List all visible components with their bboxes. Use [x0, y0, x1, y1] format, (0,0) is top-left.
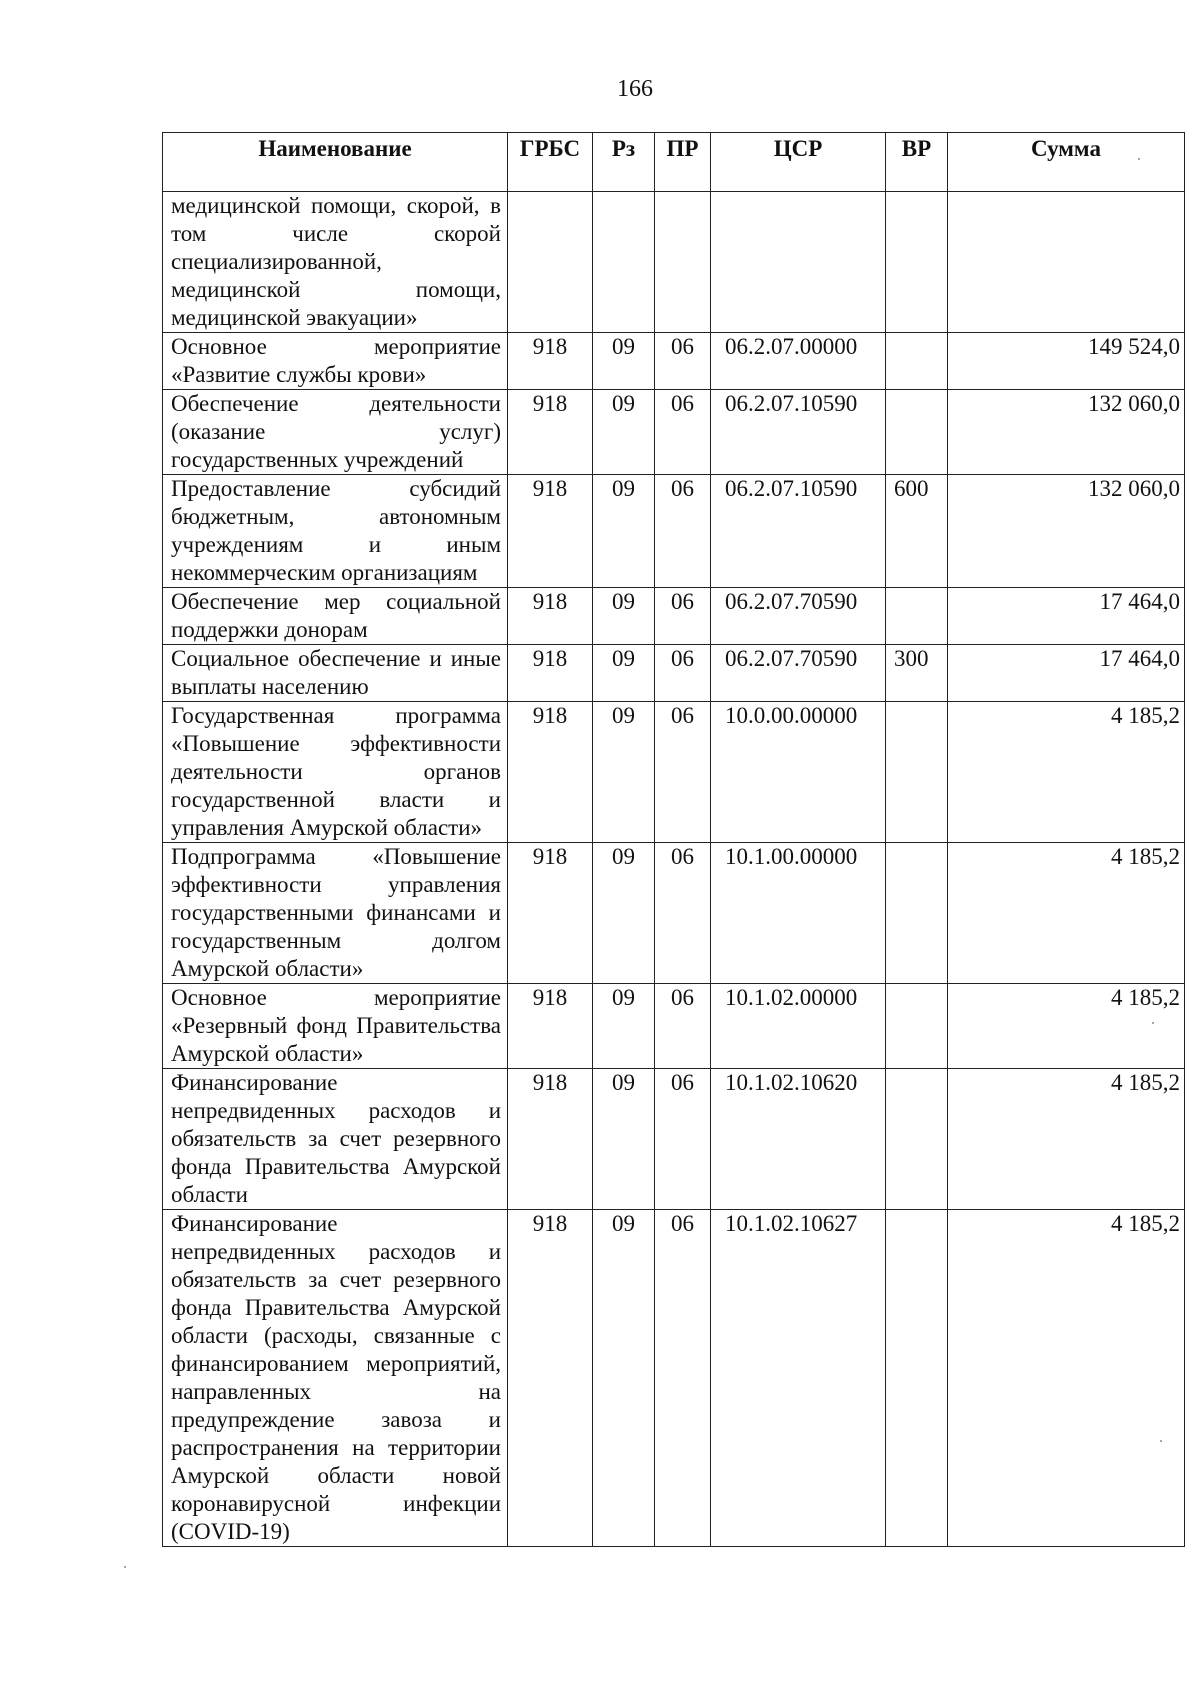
table-row	[163, 588, 1185, 645]
cell-csr	[711, 192, 886, 333]
table-row	[163, 1069, 1185, 1210]
cell-sum: 4 185,2	[948, 984, 1185, 1069]
cell-pr: 06	[655, 1210, 711, 1547]
table-row	[163, 333, 1185, 390]
cell-sum: 132 060,0	[948, 475, 1185, 588]
cell-name: Основное мероприятие «Развитие службы крови»	[163, 333, 508, 390]
cell-sum: 4 185,2	[948, 702, 1185, 843]
cell-grbs: 918	[508, 843, 593, 984]
header-sum: Сумма	[948, 133, 1185, 192]
table-row	[163, 192, 1185, 333]
cell-sum: 132 060,0	[948, 390, 1185, 475]
cell-rz: 09	[593, 588, 655, 645]
cell-csr: 06.2.07.70590	[711, 588, 886, 645]
cell-grbs: 918	[508, 475, 593, 588]
cell-pr: 06	[655, 984, 711, 1069]
table-row	[163, 390, 1185, 475]
cell-grbs: 918	[508, 645, 593, 702]
scan-speck	[124, 1566, 126, 1568]
cell-name: Обеспечение деятельности (оказание услуг) государственных учреждений	[163, 390, 508, 475]
cell-name: Социальное обеспечение и иные выплаты населению	[163, 645, 508, 702]
cell-pr: 06	[655, 390, 711, 475]
cell-rz: 09	[593, 475, 655, 588]
cell-name: Подпрограмма «Повышение эффективности управления государственными финансами и государственным долгом Амурской области»	[163, 843, 508, 984]
cell-vr	[886, 588, 948, 645]
header-name: Наименование	[163, 133, 508, 192]
cell-vr	[886, 702, 948, 843]
cell-rz: 09	[593, 1069, 655, 1210]
cell-pr: 06	[655, 588, 711, 645]
cell-grbs: 918	[508, 984, 593, 1069]
scan-speck	[1152, 1022, 1154, 1024]
cell-name: Основное мероприятие «Резервный фонд Правительства Амурской области»	[163, 984, 508, 1069]
scan-speck	[1160, 1440, 1162, 1442]
cell-rz: 09	[593, 984, 655, 1069]
table-row	[163, 984, 1185, 1069]
cell-csr: 10.1.02.10627	[711, 1210, 886, 1547]
budget-table	[162, 132, 1185, 1547]
cell-csr: 06.2.07.70590	[711, 645, 886, 702]
cell-vr: 300	[886, 645, 948, 702]
cell-rz: 09	[593, 702, 655, 843]
table-row	[163, 475, 1185, 588]
cell-name: Финансирование непредвиденных расходов и обязательств за счет резервного фонда Правительства Амурской области	[163, 1069, 508, 1210]
cell-pr: 06	[655, 475, 711, 588]
scan-speck	[1138, 158, 1140, 160]
cell-csr: 06.2.07.00000	[711, 333, 886, 390]
cell-name: медицинской помощи, скорой, в том числе скорой специализированной, медицинской помощи, медицинской эвакуации»	[163, 192, 508, 333]
table-row	[163, 645, 1185, 702]
cell-sum: 149 524,0	[948, 333, 1185, 390]
cell-pr: 06	[655, 645, 711, 702]
cell-vr	[886, 843, 948, 984]
cell-vr	[886, 192, 948, 333]
cell-pr: 06	[655, 333, 711, 390]
header-pr: ПР	[655, 133, 711, 192]
cell-pr: 06	[655, 843, 711, 984]
cell-csr: 10.1.02.00000	[711, 984, 886, 1069]
cell-pr: 06	[655, 1069, 711, 1210]
cell-pr: 06	[655, 702, 711, 843]
cell-vr	[886, 1210, 948, 1547]
table-row	[163, 1210, 1185, 1547]
cell-vr	[886, 390, 948, 475]
cell-sum: 4 185,2	[948, 1210, 1185, 1547]
cell-sum: 17 464,0	[948, 645, 1185, 702]
cell-name: Предоставление субсидий бюджетным, автономным учреждениям и иным некоммерческим организациям	[163, 475, 508, 588]
cell-vr: 600	[886, 475, 948, 588]
table-row	[163, 843, 1185, 984]
header-vr: ВР	[886, 133, 948, 192]
cell-grbs: 918	[508, 1069, 593, 1210]
cell-rz: 09	[593, 1210, 655, 1547]
cell-rz: 09	[593, 390, 655, 475]
cell-sum: 4 185,2	[948, 843, 1185, 984]
cell-sum	[948, 192, 1185, 333]
page-number: 166	[617, 76, 653, 102]
cell-pr	[655, 192, 711, 333]
cell-rz: 09	[593, 333, 655, 390]
cell-grbs: 918	[508, 390, 593, 475]
cell-vr	[886, 333, 948, 390]
header-rz: Рз	[593, 133, 655, 192]
cell-csr: 10.1.00.00000	[711, 843, 886, 984]
header-csr: ЦСР	[711, 133, 886, 192]
cell-csr: 06.2.07.10590	[711, 475, 886, 588]
cell-grbs: 918	[508, 333, 593, 390]
cell-csr: 10.0.00.00000	[711, 702, 886, 843]
header-grbs: ГРБС	[508, 133, 593, 192]
table-header-row	[163, 133, 1185, 192]
cell-csr: 06.2.07.10590	[711, 390, 886, 475]
cell-rz: 09	[593, 645, 655, 702]
table-row	[163, 702, 1185, 843]
cell-name: Государственная программа «Повышение эффективности деятельности органов государственной власти и управления Амурской области»	[163, 702, 508, 843]
cell-vr	[886, 984, 948, 1069]
cell-name: Обеспечение мер социальной поддержки донорам	[163, 588, 508, 645]
cell-rz: 09	[593, 843, 655, 984]
cell-sum: 4 185,2	[948, 1069, 1185, 1210]
cell-grbs: 918	[508, 588, 593, 645]
cell-grbs: 918	[508, 1210, 593, 1547]
cell-sum: 17 464,0	[948, 588, 1185, 645]
cell-name: Финансирование непредвиденных расходов и обязательств за счет резервного фонда Правительства Амурской области (расходы, связанные с финансированием мероприятий, направленных на предупреждение завоза и распространения на территории Амурской области новой коронавирусной инфекции (COVID-19)	[163, 1210, 508, 1547]
cell-vr	[886, 1069, 948, 1210]
cell-grbs	[508, 192, 593, 333]
cell-grbs: 918	[508, 702, 593, 843]
table-body	[163, 192, 1185, 1547]
cell-rz	[593, 192, 655, 333]
cell-csr: 10.1.02.10620	[711, 1069, 886, 1210]
